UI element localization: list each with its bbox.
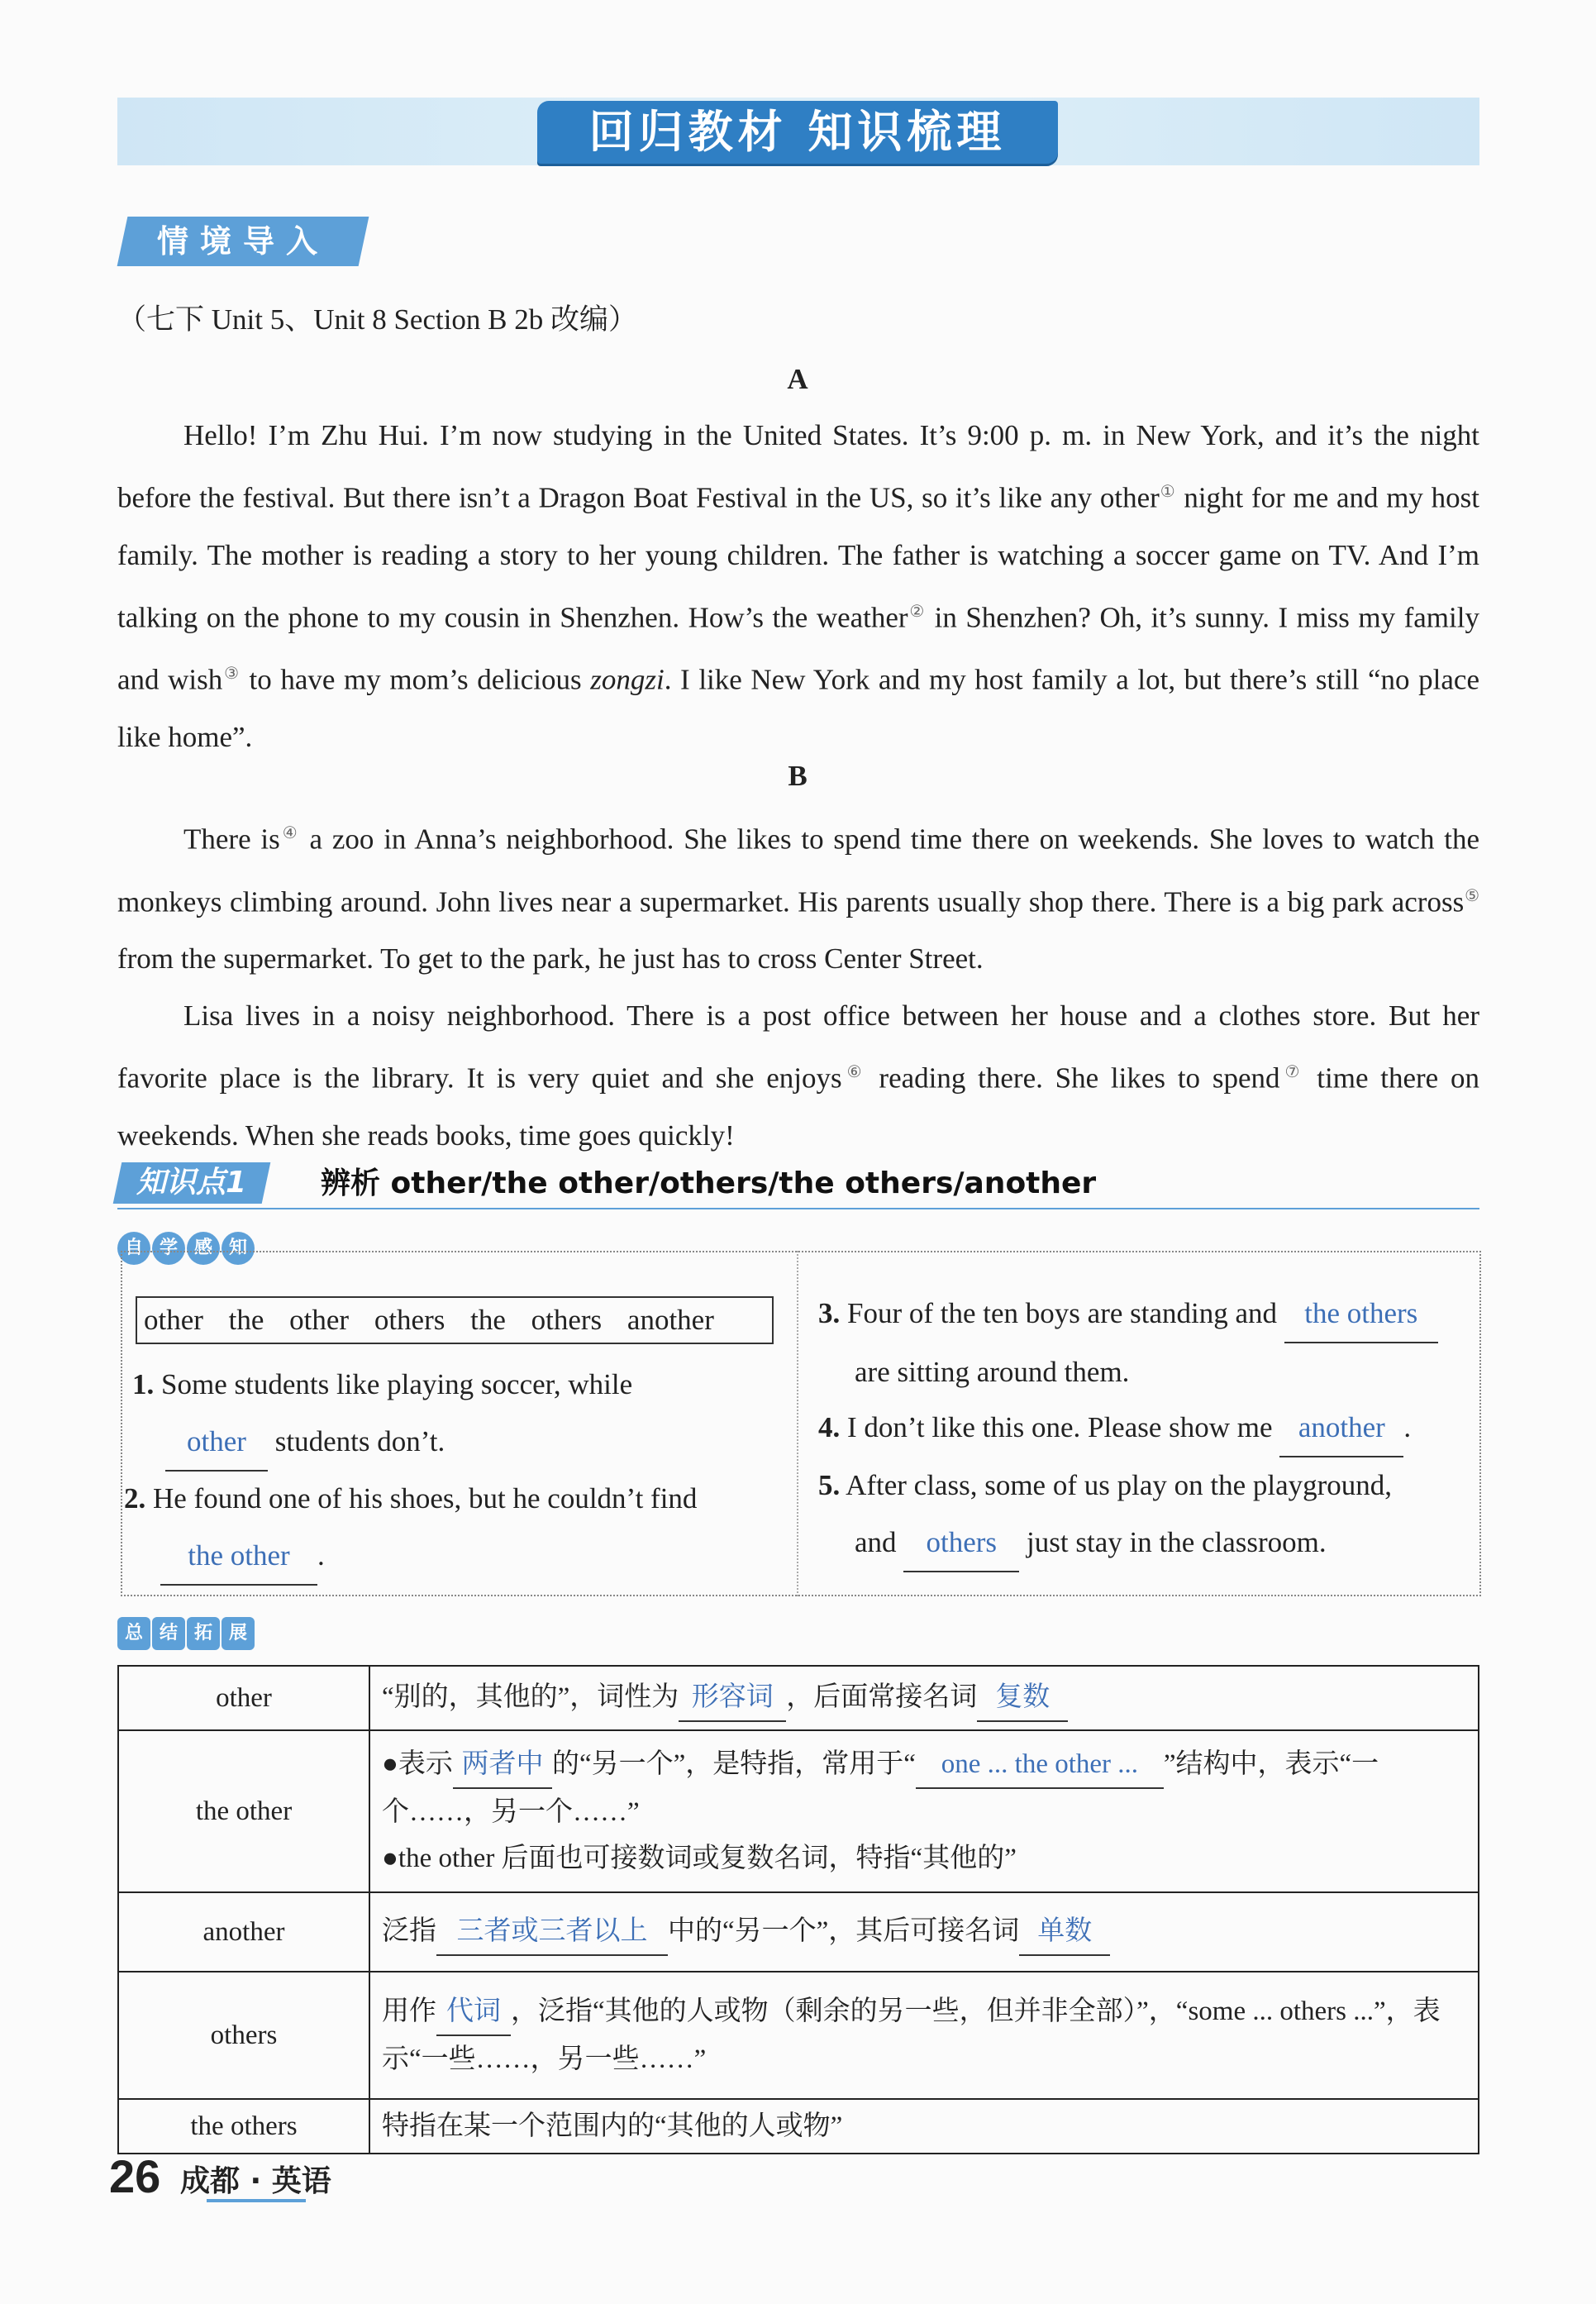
answer-blank: 三者或三者以上 (436, 1908, 668, 1956)
question-text: are sitting around them. (855, 1356, 1130, 1388)
note-marker: ① (1159, 483, 1176, 501)
passage-b-text: reading there. She likes to spend (866, 1061, 1280, 1095)
badge: 拓 (187, 1617, 220, 1650)
footer-underline (207, 2199, 306, 2202)
question-text: . (1403, 1411, 1412, 1443)
cell-text: ，泛指“其他的人或物（剩余的另一些，但并非全部）”，“some ... others ...”，表示“一些……，另一些……” (382, 1996, 1441, 2074)
question-text: just stay in the classroom. (1027, 1526, 1327, 1558)
note-marker: ⑤ (1464, 886, 1480, 905)
heading-a: A (787, 363, 808, 395)
answer-blank: others (903, 1514, 1019, 1572)
row-key: another (118, 1892, 369, 1972)
note-marker: ② (908, 602, 927, 621)
passage-a-text: in Shenzhen? Oh, it’s sunny. I miss my family and wish (117, 601, 1479, 696)
badge: 知 (222, 1232, 255, 1265)
answer-blank: 形容词 (679, 1674, 786, 1722)
page-number: 26 (109, 2150, 161, 2202)
heading-b: B (788, 760, 808, 792)
intro-tag-label: 情境导入 (156, 223, 329, 260)
answer-blank: 复数 (977, 1674, 1068, 1722)
cell-text: 的“另一个”，是特指，常用于“ (551, 1749, 916, 1779)
knowledge-point-tag-label: 知识点1 (136, 1166, 247, 1200)
passage-b-text: There is (183, 823, 280, 856)
row-value: 特指在某一个范围内的“其他的人或物” (369, 2099, 1479, 2154)
cell-text: 泛指 (382, 1916, 436, 1946)
question-text: and (855, 1526, 897, 1558)
note-marker: ⑥ (841, 1063, 867, 1082)
answer-blank: the others (1284, 1285, 1438, 1343)
passage-b-text: from the supermarket. To get to the park, he just has to cross Center Street. (117, 942, 984, 976)
passage-b-text: time there on weekends. When she reads books, time goes quickly! (117, 1061, 1479, 1152)
summary-table (117, 1665, 1479, 2154)
note-marker: ⑦ (1279, 1063, 1305, 1082)
table-row (118, 1730, 1479, 1892)
knowledge-point-tag (113, 1162, 271, 1204)
cell-text: ，后面常接名词 (786, 1682, 978, 1712)
answer-blank: other (165, 1413, 268, 1472)
table-row (118, 1892, 1479, 1972)
answer-blank: one ... the other ... (916, 1741, 1164, 1789)
question-text: I don’t like this one. Please show me (847, 1411, 1273, 1443)
question-number: 4. (818, 1411, 841, 1443)
answer-blank: another (1279, 1399, 1403, 1457)
question-4 (818, 1399, 1471, 1457)
row-value (369, 1972, 1479, 2099)
row-key: the other (118, 1730, 369, 1892)
row-key: the others (118, 2099, 369, 2154)
cell-text: 中的“另一个”，其后可接名词 (668, 1916, 1020, 1946)
passage-a (117, 407, 1479, 766)
summary-badges (117, 1617, 256, 1650)
question-3 (818, 1285, 1471, 1400)
question-text: He found one of his shoes, but he couldn’t find (153, 1482, 698, 1515)
passage-a-text: Hello! I’m Zhu Hui. I’m now studying in the United States. It’s 9:00 p. m. in New York, and it’s the night before the festival. But there isn’t a Dragon Boat Festival in the US, so it’s like any other (117, 419, 1479, 514)
question-number: 2. (124, 1482, 146, 1515)
question-number: 1. (132, 1368, 155, 1400)
note-marker: ④ (279, 824, 300, 842)
answer-blank: 代词 (436, 1988, 511, 2036)
table-row (118, 1972, 1479, 2099)
row-key: other (118, 1666, 369, 1730)
question-number: 5. (818, 1469, 841, 1501)
row-key: others (118, 1972, 369, 2099)
page-subtitle: 成都 · 英语 (180, 2164, 331, 2198)
passage-a-text: to have my mom’s delicious (240, 663, 591, 696)
badge: 总 (117, 1617, 150, 1650)
passage-b-text: a zoo in Anna’s neighborhood. She likes to spend time there on weekends. She loves to watch the monkeys climbing around. John lives near a supermarket. His parents usually shop there. There is a big park across (117, 823, 1479, 918)
question-number: 3. (818, 1297, 841, 1329)
table-row (118, 2099, 1479, 2154)
intro-tag (117, 217, 369, 266)
word-box: other the other others the others another (136, 1296, 774, 1344)
cell-text: ●表示 (382, 1749, 453, 1779)
divider (117, 1208, 1479, 1209)
passage-a-italic: zongzi (590, 663, 665, 696)
cell-text: ●the other 后面也可接数词或复数名词，特指“其他的” (382, 1844, 1017, 1873)
knowledge-point-title: 辨析 other/the other/others/the others/another (321, 1166, 1097, 1200)
note-marker: ③ (222, 665, 241, 684)
question-1 (132, 1356, 777, 1472)
banner-title: 回归教材 知识梳理 (537, 101, 1058, 164)
table-row (118, 1666, 1479, 1730)
answer-blank: 单数 (1019, 1908, 1110, 1956)
question-text: Some students like playing soccer, while (161, 1368, 633, 1400)
source-note: （七下 Unit 5、Unit 8 Section B 2b 改编） (117, 303, 638, 336)
question-text: . (317, 1539, 325, 1572)
question-text: students don’t. (274, 1425, 445, 1457)
exercise-divider (797, 1251, 798, 1596)
passage-a-text: night for me and my host family. The mother is reading a story to her young children. The father is watching a soccer game on TV. And I’m talking on the phone to my cousin in Shenzhen. How’s the weather (117, 481, 1479, 634)
question-text: Four of the ten boys are standing and (847, 1297, 1278, 1329)
passage-a-text: . I like New York and my host family a lot, but there’s still “no place like home”. (117, 663, 1479, 753)
question-2 (124, 1470, 777, 1586)
answer-blank: 两者中 (453, 1741, 552, 1789)
question-text: After class, some of us play on the playground, (846, 1469, 1393, 1501)
cell-text: 用作 (382, 1996, 436, 2026)
row-value (369, 1666, 1479, 1730)
passage-b-text: Lisa lives in a noisy neighborhood. There is a post office between her house and a clothes store. But her favorite place is the library. It is very quiet and she enjoys (117, 999, 1479, 1095)
row-value (369, 1730, 1479, 1892)
passage-b (117, 805, 1479, 1164)
badge: 学 (152, 1232, 185, 1265)
answer-blank: the other (160, 1527, 317, 1586)
cell-text: “别的，其他的”，词性为 (382, 1682, 679, 1712)
badge: 结 (152, 1617, 185, 1650)
cell-text: ”结构中，表示“一个……，另一个……” (382, 1749, 1379, 1827)
row-value (369, 1892, 1479, 1972)
badge: 展 (222, 1617, 255, 1650)
badge: 感 (187, 1232, 220, 1265)
question-5 (818, 1457, 1479, 1572)
badge: 自 (117, 1232, 150, 1265)
